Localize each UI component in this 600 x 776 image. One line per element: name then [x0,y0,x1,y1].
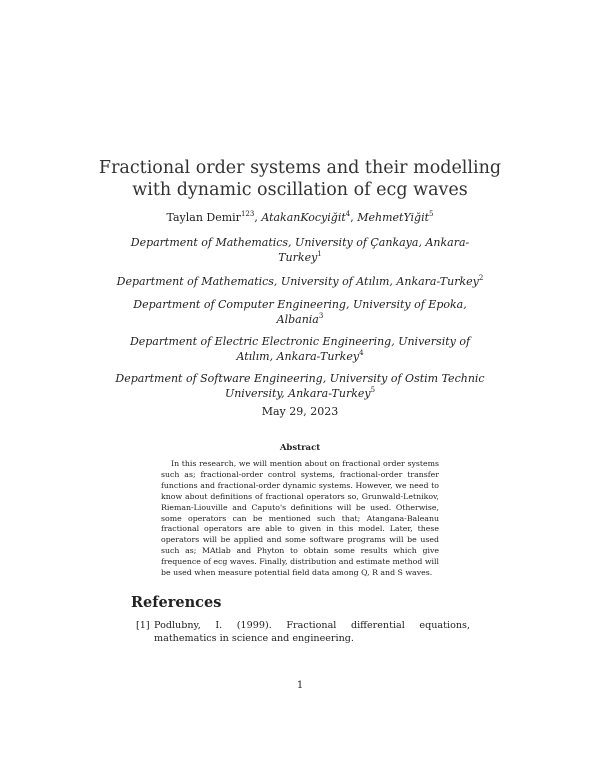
author-superscript: 4 [345,210,351,218]
references-heading: References [131,594,222,611]
author-superscript: 5 [429,210,434,218]
affiliation-text: Department of Software Engineering, University of Ostim Technic University, Ankara-Turkey [115,372,485,400]
affiliation [110,274,490,289]
reference-item [132,620,470,645]
affiliation [110,334,490,364]
affiliation-superscript: 4 [359,349,364,357]
affiliation [110,371,490,401]
page-number: 1 [296,680,304,691]
author-list: Taylan Demir$^{123}$, AtakanKocyiğit$^4$, MehmetYiğit$^5$ [166,210,434,224]
affiliation-superscript: 3 [318,312,324,320]
affiliation-text: Department of Electric Electronic Engineering, University of Atılım, Ankara-Turkey [129,335,471,363]
affiliation [110,297,490,327]
affiliation [110,235,490,265]
author-superscript: 123 [240,210,255,218]
author-name: Taylan Demir [166,211,241,224]
author-name: MehmetYiğit [357,211,430,224]
paper-date: May 29, 2023 [261,405,339,418]
affiliation-text: Department of Computer Engineering, University of Epoka, Albania [133,298,467,326]
affiliation-text: Department of Mathematics, University of Atılım, Ankara-Turkey [116,275,479,288]
affiliation-text: Department of Mathematics, University of Çankaya, Ankara-Turkey [130,236,470,264]
affiliation-superscript: 1 [317,250,322,258]
paper-title: Fractional order systems and their modelling with dynamic oscillation of ecg waves [98,158,502,200]
abstract-heading: Abstract [279,443,321,453]
reference-text: Podlubny, I. (1999). Fractional differential equations, mathematics in science and engineering. [154,620,470,644]
affiliation-superscript: 2 [478,274,484,282]
author-name: AtakanKocyiğit [261,211,346,224]
reference-number: [1] [136,620,150,631]
affiliation-superscript: 5 [370,386,376,394]
abstract-text: In this research, we will mention about on fractional order systems such as; fractional-order control systems, fractional-order transfer functions and fractional-order dynamic systems. However, we need to know about definitions of fractional operators so, Grunwald-Letnikov, Rieman-Liouville and Caputo's definitions will be used. Otherwise, some operators can be mentioned such that; Atangana-Baleanu fractional operators are able to given in this model. Later, these operators will be applied and some software programs will be used such as; MAtlab and Phyton to obtain some results which give frequence of ecg waves. Finally, distribution and estimate method will be used when measure potential field data among Q, R and S waves. [161,459,439,578]
